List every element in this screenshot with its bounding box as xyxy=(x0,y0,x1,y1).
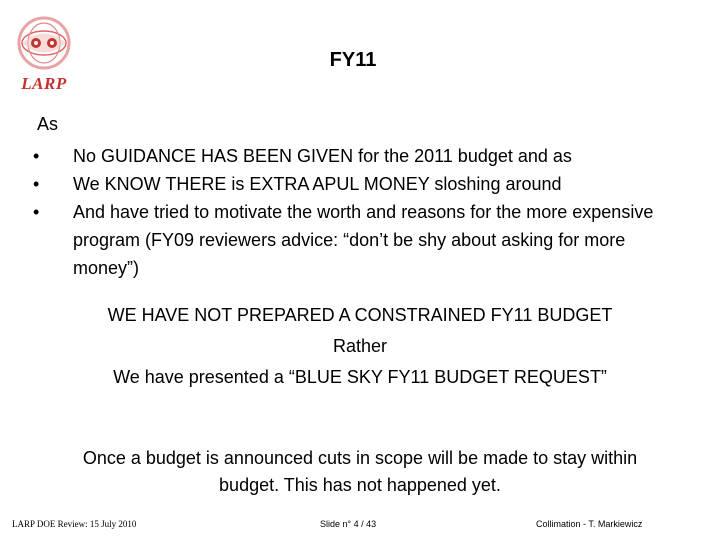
footer-left: LARP DOE Review: 15 July 2010 xyxy=(12,519,137,529)
bullet-dot: • xyxy=(33,146,40,166)
bullet-item xyxy=(33,170,673,198)
larp-emblem-icon xyxy=(14,14,74,72)
footer-slide-number: Slide n° 4 / 43 xyxy=(320,519,377,529)
bullet-text: We KNOW THERE is EXTRA APUL MONEY sloshing around xyxy=(73,174,562,194)
larp-logo xyxy=(14,14,74,96)
bullet-dot: • xyxy=(33,202,40,222)
closing-line: Once a budget is announced cuts in scope will be made to stay within xyxy=(82,448,638,468)
statement-block xyxy=(50,300,670,393)
statement-line: Rather xyxy=(332,336,388,356)
bullet-list xyxy=(33,142,673,282)
bullet-item xyxy=(33,142,673,170)
logo-text: LARP xyxy=(21,74,67,93)
intro-text: As xyxy=(37,114,59,134)
footer-right: Collimation - T. Markiewicz xyxy=(536,519,643,529)
closing-line: budget. This has not happened yet. xyxy=(219,475,501,495)
bullet-text: No GUIDANCE HAS BEEN GIVEN for the 2011 budget and as xyxy=(73,146,572,166)
bullet-item xyxy=(33,198,673,282)
bullet-text: And have tried to motivate the worth and reasons for the more expensive program (FY09 reviewers advice: “don’t be shy about asking for more money”) xyxy=(73,202,654,278)
closing-block xyxy=(50,445,670,499)
bullet-dot: • xyxy=(33,174,40,194)
slide-title: FY11 xyxy=(329,49,377,71)
statement-line: We have presented a “BLUE SKY FY11 BUDGET REQUEST” xyxy=(113,367,607,387)
statement-line: WE HAVE NOT PREPARED A CONSTRAINED FY11 BUDGET xyxy=(107,305,613,325)
